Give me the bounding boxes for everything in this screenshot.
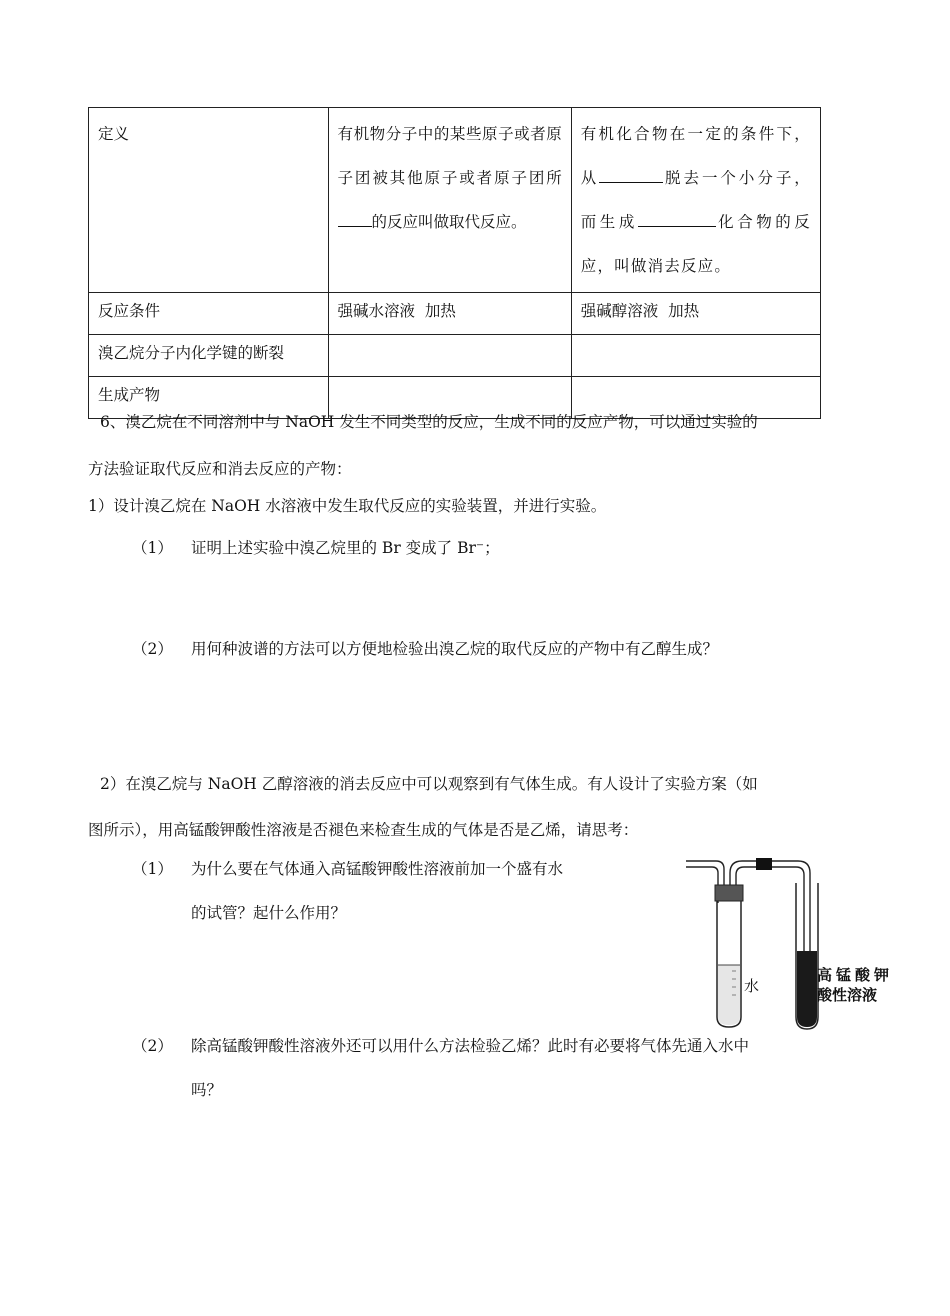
substitution-bond-cell[interactable] bbox=[328, 335, 571, 377]
fill-blank[interactable] bbox=[338, 212, 372, 227]
substitution-definition-cell: 有机物分子中的某些原子或者原子团被其他原子或者原子团所的反应叫做取代反应。 bbox=[328, 108, 571, 293]
question-6-line2: 方法验证取代反应和消去反应的产物： bbox=[88, 460, 352, 478]
elimination-conditions-cell: 强碱醇溶液 加热 bbox=[571, 293, 820, 335]
part1-q1-text: 证明上述实验中溴乙烷里的 Br 变成了 Br⁻； bbox=[191, 539, 500, 557]
stopper bbox=[715, 885, 743, 901]
part2-q2-line2: 吗？ bbox=[191, 1081, 223, 1099]
delivery-tube bbox=[686, 861, 810, 978]
table-row bbox=[89, 335, 821, 377]
part1-q2-text: 用何种波谱的方法可以方便地检验出溴乙烷的取代反应的产物中有乙醇生成？ bbox=[191, 640, 719, 658]
part2-q2-number: （2） bbox=[132, 1037, 173, 1055]
row-label-conditions: 反应条件 bbox=[89, 293, 329, 335]
row-label-bond-breaking: 溴乙烷分子内化学键的断裂 bbox=[89, 335, 329, 377]
part2-q1-line2: 的试管？起什么作用？ bbox=[191, 904, 347, 922]
fill-blank[interactable] bbox=[638, 212, 716, 227]
kmno4-label-line1: 高锰酸钾 bbox=[817, 966, 894, 984]
part2-title-line1: 2）在溴乙烷与 NaOH 乙醇溶液的消去反应中可以观察到有气体生成。有人设计了实验方案（如 bbox=[100, 775, 758, 793]
part2-q1-number: （1） bbox=[132, 860, 173, 878]
fill-blank[interactable] bbox=[599, 168, 663, 183]
kmno4-test-tube bbox=[796, 883, 818, 1029]
part1-q2-number: （2） bbox=[132, 640, 173, 658]
part1-q1-number: （1） bbox=[132, 539, 173, 557]
rubber-connector bbox=[756, 858, 772, 870]
apparatus-diagram bbox=[686, 853, 896, 1033]
elimination-definition-cell: 有机化合物在一定的条件下，从 脱去一个小分子，而生成 化合物的反应，叫做消去反应。 bbox=[571, 108, 820, 293]
water-label: 水 bbox=[744, 977, 760, 995]
row-label-products: 生成产物 bbox=[89, 377, 329, 419]
substitution-conditions-cell: 强碱水溶液 加热 bbox=[328, 293, 571, 335]
part2-q1-line1: 为什么要在气体通入高锰酸钾酸性溶液前加一个盛有水 bbox=[191, 860, 564, 878]
reaction-comparison-table bbox=[88, 107, 821, 419]
elimination-bond-cell[interactable] bbox=[571, 335, 820, 377]
kmno4-label-line2: 酸性溶液 bbox=[817, 986, 878, 1004]
part1-title: 1）设计溴乙烷在 NaOH 水溶液中发生取代反应的实验装置，并进行实验。 bbox=[88, 497, 607, 515]
part2-q2-line1: 除高锰酸钾酸性溶液外还可以用什么方法检验乙烯？此时有必要将气体先通入水中 bbox=[191, 1037, 750, 1055]
row-label-definition: 定义 bbox=[89, 108, 329, 293]
question-6-line1: 6、溴乙烷在不同溶剂中与 NaOH 发生不同类型的反应，生成不同的反应产物，可以通过实验的 bbox=[100, 413, 758, 431]
part2-title-line2: 图所示），用高锰酸钾酸性溶液是否褪色来检查生成的气体是否是乙烯，请思考： bbox=[88, 821, 639, 839]
table-row bbox=[89, 293, 821, 335]
water-test-tube bbox=[717, 901, 741, 1027]
table-row bbox=[89, 108, 821, 293]
